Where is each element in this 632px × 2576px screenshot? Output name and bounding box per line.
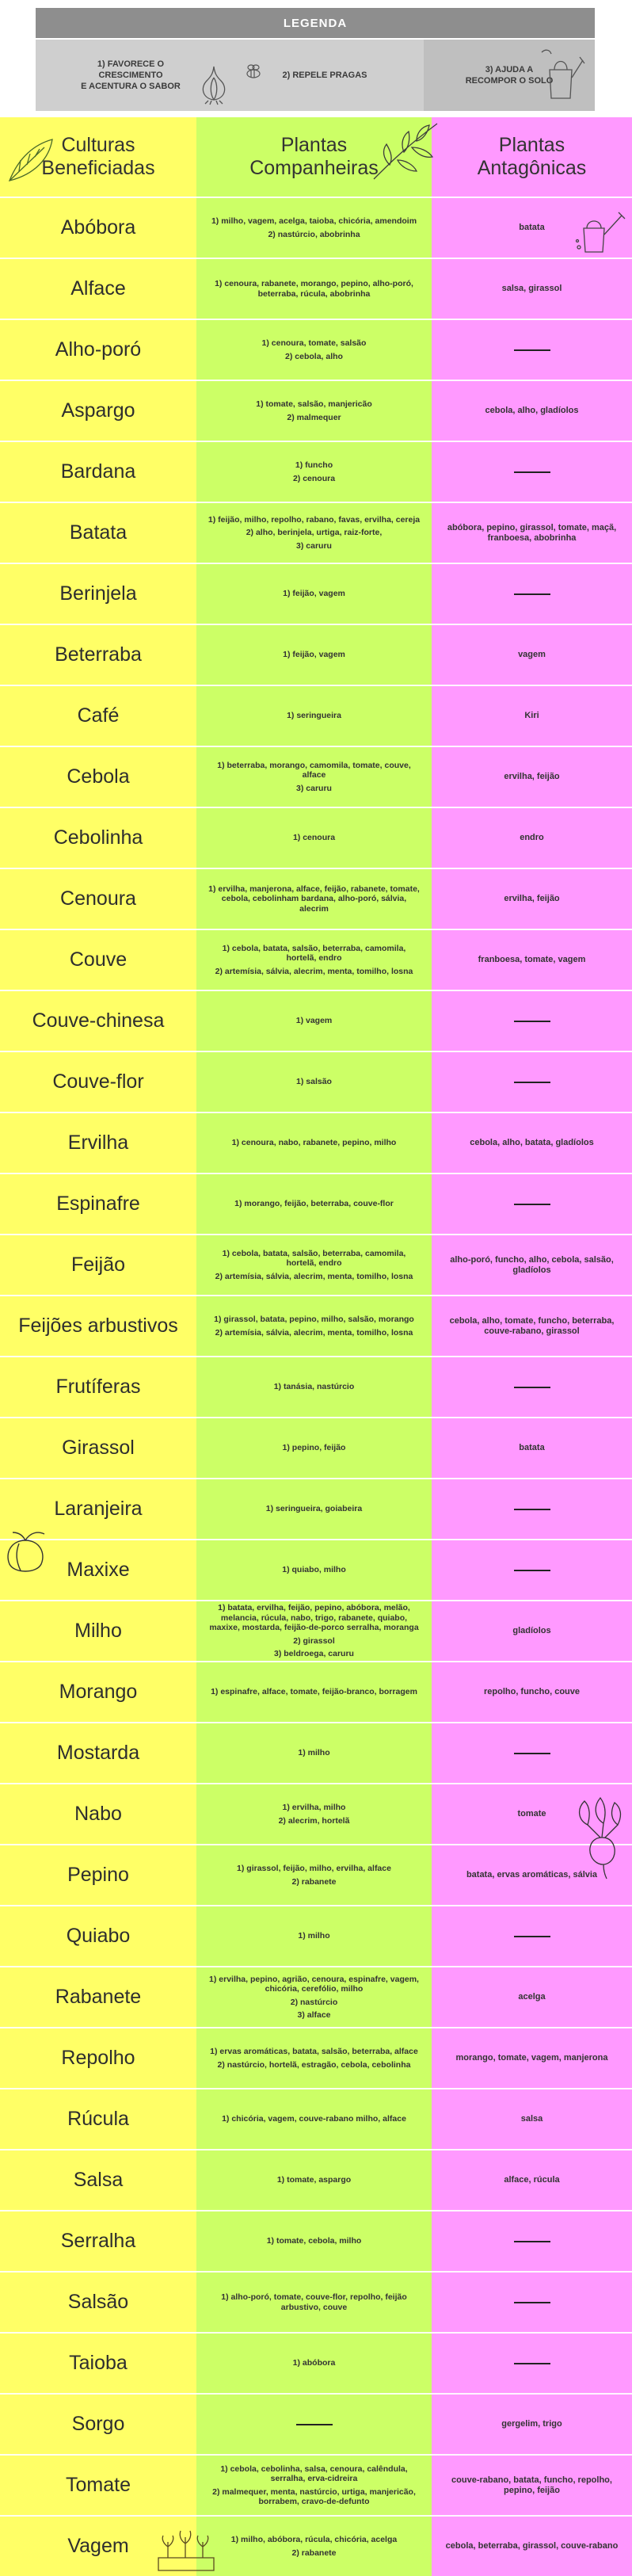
watering-can-icon [539,46,586,103]
none-dash [514,1082,550,1083]
companion-line: 1) beterraba, morango, camomila, tomate, couve, alface [217,760,411,780]
table-row-frutiferas [0,1356,632,1417]
garlic-icon [194,62,234,105]
table-row-couve-chinesa [0,990,632,1051]
companion-plants [196,1845,432,1905]
crop-name: Couve [69,948,128,971]
table-row-girassol [0,1417,632,1478]
antagonist-plants: ervilha, feijão [504,772,560,781]
none-dash [514,1570,550,1571]
companion-line: 2) nastúrcio, hortelã, estragão, cebola, cebolinha [217,2059,411,2070]
companion-plants [196,1418,432,1478]
crop-name: Salsão [67,2291,129,2313]
antagonist-plants: cebola, beterraba, girassol, couve-rabano [445,2541,619,2551]
antagonist-plants [432,564,632,624]
crop-name: Café [77,704,120,727]
companion-plants [196,686,432,746]
none-dash [514,1509,550,1510]
companion-line: 1) milho, abóbora, rúcula, chicória, acelga [230,2535,398,2544]
table-row-salsa [0,2149,632,2210]
companion-line: 2) malmequer [287,412,341,422]
antagonist-plants: batata [519,1443,545,1452]
crop-name: Feijão [70,1254,126,1276]
companion-line: 1) cebola, batata, salsão, beterraba, camomila, hortelã, endro [222,1248,406,1269]
table-row-salsao [0,2271,632,2332]
crop-name: Laranjeira [54,1498,143,1520]
antagonist-plants: endro [520,833,544,842]
header-crops: Culturas Beneficiadas [41,134,155,179]
none-dash [296,2424,333,2425]
table-row-serralha [0,2210,632,2271]
none-dash [514,471,550,473]
crop-name: Couve-chinesa [32,1009,165,1032]
companion-line: 1) feijão, vagem [283,589,345,599]
companion-plants [196,2517,432,2576]
crop-name: Nabo [74,1803,122,1825]
companion-line: 1) morango, feijão, beterraba, couve-flor [234,1199,394,1209]
companion-plants [196,869,432,929]
crop-name: Morango [59,1681,138,1703]
none-dash [514,2302,550,2303]
crop-name: Alho-poró [55,338,142,361]
companion-plants [196,442,432,502]
companion-line: 1) ervilha, pepino, agrião, cenoura, espinafre, vagem, chicória, cerefólio, milho [209,1974,419,1994]
header-antagonists: Plantas Antagônicas [477,134,587,179]
companion-line: 2) nastúrcio, abobrinha [268,229,360,239]
antagonist-plants [432,2212,632,2271]
table-row-laranjeira [0,1478,632,1539]
crop-name: Cebola [67,765,130,788]
crop-name: Couve-flor [52,1070,144,1093]
table-row-cebola [0,746,632,807]
companion-line: 2) girassol [293,1635,335,1646]
antagonist-plants: alface, rúcula [504,2175,560,2185]
crop-name: Espinafre [56,1193,140,1215]
table-row-couve-flor [0,1051,632,1112]
companion-line: 1) chicória, vagem, couve-rabano milho, alface [222,2114,406,2124]
companion-plants [196,1479,432,1539]
table-row-ervilha [0,1112,632,1173]
companion-line: 1) feijão, vagem [283,650,345,660]
table-row-beterraba [0,624,632,685]
none-dash [514,1387,550,1388]
companion-plants [196,1296,432,1356]
companion-plants [196,564,432,624]
companion-line: 1) alho-poró, tomate, couve-flor, repolho, feijão arbustivo, couve [221,2292,407,2312]
table-row-quiabo [0,1905,632,1966]
crop-name: Cenoura [60,887,136,910]
antagonist-plants: salsa, girassol [501,284,562,293]
companion-line: 2) rabanete [291,1876,337,1887]
crop-name: Alface [70,277,126,300]
antagonist-plants [432,1723,632,1783]
companion-line: 2) alecrim, hortelã [278,1815,350,1826]
header-companions: Plantas Companheiras [249,134,379,179]
companion-line: 1) quiabo, milho [282,1565,346,1575]
antagonist-plants [432,991,632,1051]
crop-name: Quiabo [66,1925,131,1947]
none-dash [514,2363,550,2364]
table-row-nabo [0,1783,632,1844]
companion-line: 2) artemísia, sálvia, alecrim, menta, tomilho, losna [215,1271,413,1281]
table-row-taioba [0,2332,632,2393]
antagonist-plants [432,2273,632,2332]
none-dash [514,1021,550,1022]
none-dash [514,349,550,351]
antagonist-plants: gladíolos [512,1626,551,1635]
antagonist-plants [432,442,632,502]
crop-name: Cebolinha [53,826,143,849]
companion-plants [196,2150,432,2210]
crop-name: Tomate [66,2474,131,2496]
table-row-feijao [0,1234,632,1295]
crop-name: Serralha [60,2230,136,2252]
companion-line: 3) beldroega, caruru [274,1649,354,1659]
companion-line: 1) cenoura, nabo, rabanete, pepino, milho [231,1138,397,1148]
crop-name: Ervilha [67,1132,129,1154]
companion-line: 1) tomate, aspargo [276,2175,352,2185]
companion-line: 1) cenoura, tomate, salsão [261,338,367,348]
table-row-berinjela [0,563,632,624]
antagonist-plants: tomate [517,1809,546,1818]
companion-plants [196,1967,432,2027]
antagonist-plants [432,320,632,380]
companion-line: 1) salsão [296,1077,332,1087]
companion-plants [196,198,432,258]
legend-title: LEGENDA [36,8,595,38]
companion-plants [196,2334,432,2393]
table-row-aspargo [0,380,632,441]
table-row-cenoura [0,868,632,929]
companion-line: 1) girassol, feijão, milho, ervilha, alface [237,1864,391,1873]
crop-name: Salsa [73,2169,124,2191]
companion-plants [196,808,432,868]
crop-name: Berinjela [59,582,137,605]
antagonist-plants: gergelim, trigo [501,2419,562,2429]
companion-plants [196,320,432,380]
table-row-tomate [0,2454,632,2515]
crop-name: Bardana [60,460,136,483]
companion-line: 3) alface [297,2010,331,2020]
companion-line: 1) ervas aromáticas, batata, salsão, beterraba, alface [210,2047,418,2056]
companion-plants [196,2028,432,2088]
antagonist-plants [432,2334,632,2393]
companion-line: 1) cenoura, rabanete, morango, pepino, alho-poró, beterraba, rúcula, abobrinha [215,279,413,299]
antagonist-plants: salsa [520,2114,543,2124]
crop-name: Beterraba [55,643,142,666]
table-row-vagem [0,2515,632,2576]
table-row-alface [0,258,632,319]
crop-name: Taioba [69,2352,128,2374]
companion-line: 1) ervilha, milho [282,1803,346,1812]
companion-line: 1) batata, ervilha, feijão, pepino, abóbora, melão, melancia, rúcula, nabo, trigo, rabanete, quiabo, maxixe, mostarda, feijão-de-porco serralha, moranga [209,1603,419,1633]
crop-name: Milho [74,1620,122,1642]
companion-plants [196,1601,432,1661]
antagonist-plants [432,1479,632,1539]
legend-item-soil: 3) AJUDA A RECOMPOR O SOLO [424,40,595,111]
table-row-milho [0,1600,632,1661]
companion-line: 2) artemísia, sálvia, alecrim, menta, tomilho, losna [215,966,413,976]
legend [36,40,595,111]
antagonist-plants: ervilha, feijão [504,894,560,903]
crop-name: Frutíferas [55,1376,141,1398]
table-row-morango [0,1661,632,1722]
antagonist-plants: Kiri [524,711,539,720]
companion-line: 1) seringueira [287,711,341,721]
crop-name: Rúcula [67,2108,129,2130]
table-row-cafe [0,685,632,746]
crop-name: Mostarda [56,1742,140,1764]
table-row-sorgo [0,2393,632,2454]
antagonist-plants [432,1052,632,1112]
companion-line: 1) vagem [295,1016,333,1026]
companion-plants [196,2273,432,2332]
companion-line: 2) nastúrcio [290,1997,338,2007]
none-dash [514,2241,550,2242]
bee-icon [243,63,264,81]
companion-plants [196,1784,432,1844]
companion-plants [196,2456,432,2515]
antagonist-plants: alho-poró, funcho, alho, cebola, salsão, gladíolos [450,1254,614,1275]
companion-line: 2) artemísia, sálvia, alecrim, menta, tomilho, losna [215,1327,413,1338]
companion-plants [196,1723,432,1783]
companion-plants [196,930,432,990]
companion-plants [196,1540,432,1600]
antagonist-plants: repolho, funcho, couve [483,1687,580,1696]
antagonist-plants: cebola, alho, gladíolos [485,406,579,415]
companion-line: 1) espinafre, alface, tomate, feijão-branco, borragem [211,1687,417,1697]
crop-name: Aspargo [61,399,135,422]
table-row-maxixe [0,1539,632,1600]
table-body [0,197,632,2576]
table-row-alho-poro [0,319,632,380]
table-row-rabanete [0,1966,632,2027]
companion-line: 1) funcho [295,460,333,470]
none-dash [514,1936,550,1937]
companion-plants [196,2212,432,2271]
antagonist-plants: cebola, alho, batata, gladíolos [470,1138,594,1147]
companion-line: 1) cebola, cebolinha, salsa, cenoura, calêndula, serralha, erva-cidreira [220,2463,408,2483]
table-row-mostarda [0,1722,632,1783]
crop-name: Abóbora [60,216,136,239]
table-row-bardana [0,441,632,502]
legend-item-repel: 2) REPELE PRAGAS [282,71,367,80]
crop-name: Vagem [67,2535,129,2557]
companion-line: 1) abóbora [292,2358,336,2368]
companion-line: 1) cenoura [292,833,336,843]
crop-name: Sorgo [71,2413,125,2435]
companion-plants [196,1357,432,1417]
antagonist-plants: couve-rabano, batata, funcho, repolho, pepino, feijão [451,2475,612,2495]
companion-plants [196,1235,432,1295]
table-row-cebolinha [0,807,632,868]
table-row-repolho [0,2027,632,2088]
none-dash [514,1753,550,1754]
antagonist-plants [432,1174,632,1234]
companion-line: 2) cenoura [292,473,336,483]
companion-line: 1) milho [298,1748,330,1758]
companion-plants [196,1906,432,1966]
companion-line: 2) malmequer, menta, nastúrcio, urtiga, manjericão, borrabem, cravo-de-defunto [212,2486,416,2506]
table-row-feijoes-arbustivos [0,1295,632,1356]
companion-line: 1) milho [298,1931,330,1941]
companion-plants [196,991,432,1051]
companion-plants [196,381,432,441]
companion-plants [196,625,432,685]
companion-plants [196,1113,432,1173]
table-row-batata [0,502,632,563]
antagonist-plants: abóbora, pepino, girassol, tomate, maçã, franboesa, abobrinha [447,522,617,543]
antagonist-plants: batata, ervas aromáticas, sálvia [466,1870,598,1880]
companion-plants [196,1662,432,1722]
companion-planting-table [0,117,632,2576]
crop-name: Batata [69,521,128,544]
table-row-rucula [0,2088,632,2149]
companion-line: 1) cebola, batata, salsão, beterraba, camomila, hortelã, endro [222,943,406,964]
companion-line: 3) caruru [296,540,332,551]
antagonist-plants: acelga [518,1992,546,2002]
table-row-espinafre [0,1173,632,1234]
companion-line: 2) cebola, alho [285,351,343,361]
antagonist-plants: batata [519,223,545,232]
companion-plants [196,2089,432,2149]
antagonist-plants [432,1357,632,1417]
companion-line: 1) girassol, batata, pepino, milho, salsão, morango [214,1315,414,1324]
legend-item-flavor: 1) FAVORECE O CRESCIMENTO E ACENTURA O SABOR [81,59,181,91]
companion-line: 2) rabanete [291,2547,337,2558]
companion-plants [196,747,432,807]
companion-line: 1) tomate, cebola, milho [266,2236,362,2246]
crop-name: Repolho [61,2047,135,2069]
antagonist-plants: vagem [518,650,546,659]
companion-plants [196,259,432,319]
none-dash [514,593,550,595]
antagonist-plants: cebola, alho, tomate, funcho, beterraba, couve-rabano, girassol [449,1315,615,1336]
companion-plants [196,1052,432,1112]
crop-name: Maxixe [67,1559,130,1581]
table-header [0,117,632,197]
companion-plants [196,2395,432,2454]
table-row-couve [0,929,632,990]
antagonist-plants: morango, tomate, vagem, manjerona [455,2053,608,2063]
crop-name: Rabanete [55,1986,142,2008]
companion-line: 2) alho, berinjela, urtiga, raiz-forte, [246,528,383,538]
companion-line: 1) tomate, salsão, manjericão [256,399,372,409]
companion-line: 1) feijão, milho, repolho, rabano, favas, ervilha, cereja [207,514,421,525]
companion-line: 1) tanásia, nastúrcio [273,1382,355,1392]
companion-line: 1) ervilha, manjerona, alface, feijão, rabanete, tomate, cebola, cebolinham bardana, alho-poró, sálvia, alecrim [208,883,420,914]
table-row-pepino [0,1844,632,1905]
crop-name: Feijões arbustivos [18,1315,178,1337]
antagonist-plants [432,1540,632,1600]
none-dash [514,1204,550,1205]
companion-line: 1) milho, vagem, acelga, taioba, chicória, amendoim [211,216,417,226]
antagonist-plants [432,1906,632,1966]
companion-plants [196,1174,432,1234]
table-row-abobora [0,197,632,258]
companion-plants [196,503,432,563]
crop-name: Girassol [62,1437,135,1459]
crop-name: Pepino [67,1864,129,1886]
companion-line: 3) caruru [296,783,332,793]
antagonist-plants: franboesa, tomate, vagem [478,955,586,964]
companion-line: 1) seringueira, goiabeira [265,1504,363,1514]
companion-line: 1) pepino, feijão [282,1443,346,1453]
